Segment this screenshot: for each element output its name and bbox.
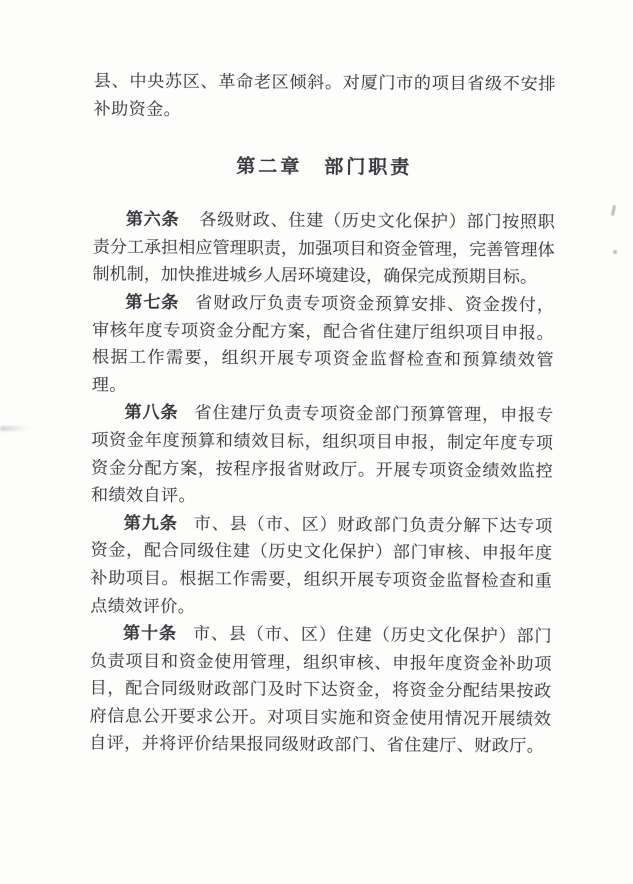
article-8-paragraph: [91, 400, 554, 514]
article-9-paragraph: [90, 510, 553, 624]
article-7-number: 第七条: [125, 292, 180, 313]
article-10-text: 市、县（市、区）住建（历史文化保护）部门负责项目和资金使用管理，组织审核、申报年度资金补助项目，配合同级财政部门及时下达资金，将资金分配结果按政府信息公开要求公开。对项目实施和资金使用情况开展绩效自评，并将评价结果报同级财政部门、省住建厅、财政厅。: [89, 624, 553, 758]
article-6-text: 各级财政、住建（历史文化保护）部门按照职责分工承担相应管理职责，加强项目和资金管理，完善管理体制机制，加快推进城乡人居环境建设，确保完成预期目标。: [92, 210, 556, 288]
article-6-paragraph: [92, 207, 555, 293]
article-9-text: 市、县（市、区）财政部门负责分解下达专项资金，配合同级住建（历史文化保护）部门审核、申报年度补助项目。根据工作需要，组织开展专项资金监督检查和重点绩效评价。: [90, 513, 553, 617]
chapter-heading: 第二章 部门职责: [236, 155, 413, 179]
article-10-paragraph: [89, 620, 552, 761]
continuation-paragraph: 县、中央苏区、革命老区倾斜。对厦门市的项目省级不安排补助资金。: [93, 71, 556, 120]
article-8-text: 省住建厅负责专项资金部门预算管理，申报专项资金年度预算和绩效目标，组织项目申报，制定年度专项资金分配方案，按程序报省财政厅。开展专项资金绩效监控和绩效自评。: [90, 403, 554, 507]
scan-speck-artifact: [611, 205, 616, 216]
article-9-number: 第九条: [123, 513, 178, 534]
article-7-text: 省财政厅负责专项资金预算安排、资金拨付，审核年度专项资金分配方案，配合省住建厅组织项目申报。根据工作需要，组织开展专项资金监督检查和预算绩效管理。: [91, 293, 555, 396]
article-7-paragraph: [92, 289, 555, 403]
article-8-number: 第八条: [124, 402, 179, 424]
scan-speck-artifact: [613, 250, 617, 254]
document-body: [89, 68, 556, 761]
article-10-number: 第十条: [122, 623, 178, 645]
scan-smudge-artifact: [0, 426, 30, 431]
article-6-number: 第六条: [125, 209, 180, 231]
